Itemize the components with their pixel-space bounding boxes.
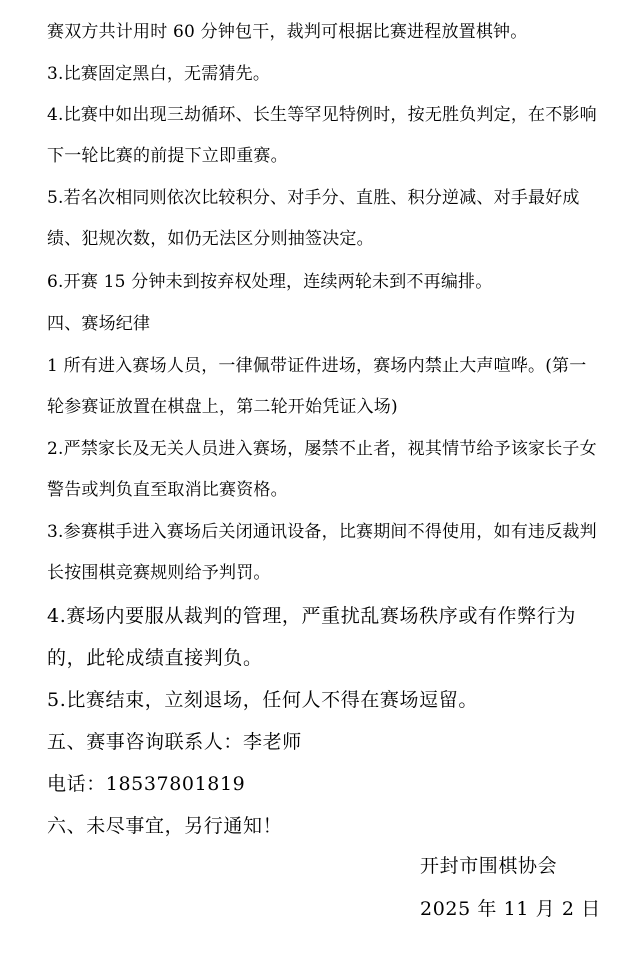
contact-phone: 电话：18537801819 (47, 773, 246, 795)
section-heading-misc: 六、未尽事宜，另行通知！ (47, 815, 283, 837)
section-heading-contact: 五、赛事咨询联系人：李老师 (47, 731, 302, 753)
rule-time-limit: 赛双方共计用时 60 分钟包干，裁判可根据比赛进程放置棋钟。 (47, 22, 528, 42)
discipline-rule-4: 4.赛场内要服从裁判的管理，严重扰乱赛场秩序或有作弊行为的，此轮成绩直接判负。 (47, 605, 576, 669)
discipline-rule-3: 3.参赛棋手进入赛场后关闭通讯设备，比赛期间不得使用，如有违反裁判长按围棋竞赛规则给予判罚。 (47, 522, 597, 583)
signature-date: 2025 年 11 月 2 日 (420, 898, 601, 920)
discipline-rule-5: 5.比赛结束，立刻退场，任何人不得在赛场逗留。 (47, 689, 478, 711)
rule-fixed-colors: 3.比赛固定黑白，无需猜先。 (47, 64, 271, 84)
rule-special-cases: 4.比赛中如出现三劫循环、长生等罕见特例时，按无胜负判定，在不影响下一轮比赛的前提下立即重赛。 (47, 105, 597, 166)
rule-forfeit: 6.开赛 15 分钟未到按弃权处理，连续两轮未到不再编排。 (47, 272, 493, 292)
discipline-rule-2: 2.严禁家长及无关人员进入赛场，屡禁不止者，视其情节给予该家长子女警告或判负直至取消比赛资格。 (47, 439, 597, 500)
discipline-rule-1: 1 所有进入赛场人员，一律佩带证件进场，赛场内禁止大声喧哗。(第一轮参赛证放置在棋盘上，第二轮开始凭证入场) (47, 356, 587, 417)
rule-tiebreak: 5.若名次相同则依次比较积分、对手分、直胜、积分逆减、对手最好成绩、犯规次数，如仍无法区分则抽签决定。 (47, 188, 580, 249)
section-heading-discipline: 四、赛场纪律 (47, 314, 151, 334)
signature-organization: 开封市围棋协会 (420, 855, 558, 877)
